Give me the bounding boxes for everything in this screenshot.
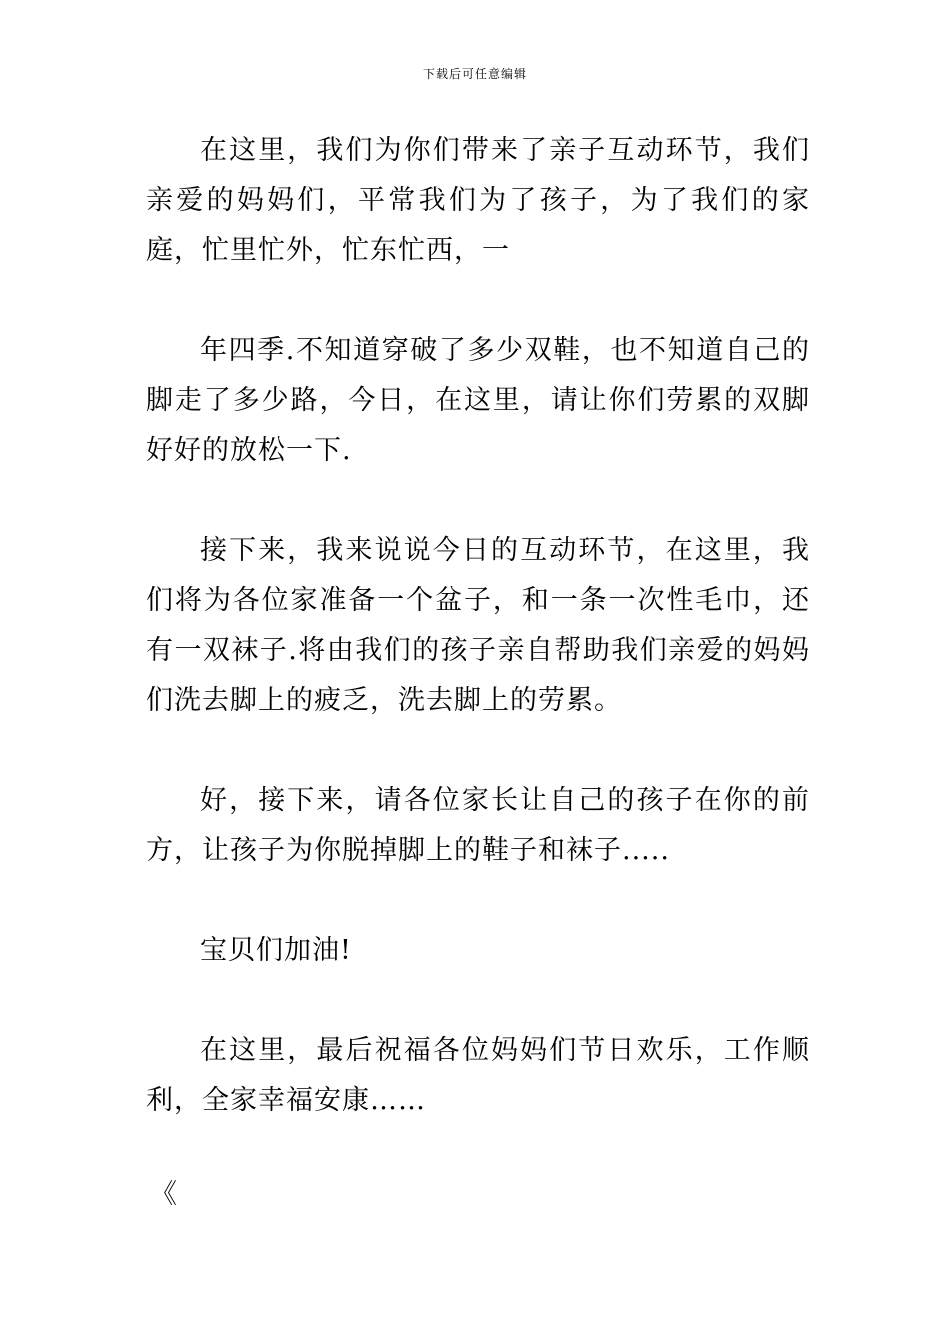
paragraph-2: 年四季.不知道穿破了多少双鞋，也不知道自己的脚走了多少路，今日，在这里，请让你们劳累的双脚好好的放松一下.	[146, 335, 810, 466]
paragraph-6: 在这里，最后祝福各位妈妈们节日欢乐，工作顺利，全家幸福安康……	[146, 1035, 810, 1116]
paragraph-4: 好，接下来，请各位家长让自己的孩子在你的前方，让孩子为你脱掉脚上的鞋子和袜子.....	[146, 785, 810, 866]
header-note: 下载后可任意编辑	[422, 67, 527, 81]
document-body	[146, 126, 810, 1210]
paragraph-1: 在这里，我们为你们带来了亲子互动环节，我们亲爱的妈妈们，平常我们为了孩子，为了我们的家庭，忙里忙外，忙东忙西，一	[146, 135, 810, 266]
trailing-mark: 《	[150, 1179, 177, 1210]
paragraph-5: 宝贝们加油!	[200, 935, 352, 966]
paragraph-3: 接下来，我来说说今日的互动环节，在这里，我们将为各位家准备一个盆子，和一条一次性毛巾，还有一双袜子.将由我们的孩子亲自帮助我们亲爱的妈妈们洗去脚上的疲乏，洗去脚上的劳累。	[146, 535, 810, 716]
